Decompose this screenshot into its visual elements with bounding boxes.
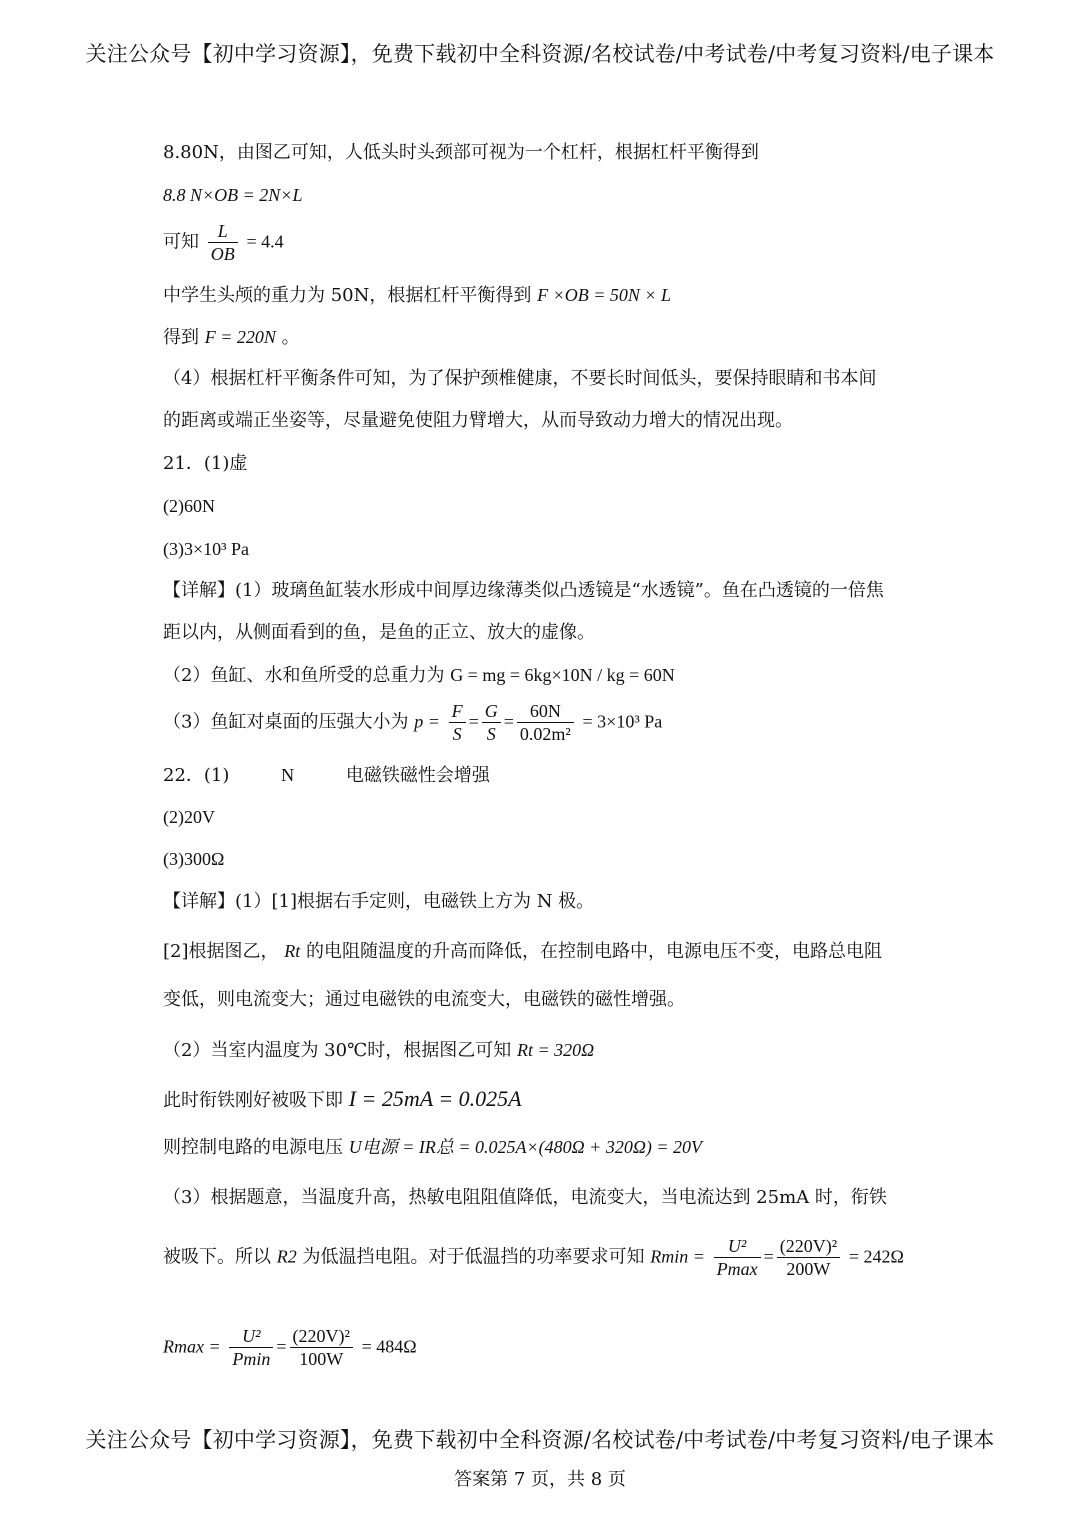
page-number: 答案第 7 页，共 8 页	[454, 1469, 626, 1490]
explanation-line: 变低，则电流变大；通过电磁铁的电流变大，电磁铁的磁性增强。	[163, 989, 685, 1010]
equation-value: = 3×10³ Pa	[582, 711, 663, 732]
fraction	[449, 700, 466, 745]
fraction-denominator: S	[486, 724, 496, 744]
equation: F ×OB = 50N × L	[537, 285, 672, 305]
text-line: （4）根据杠杆平衡条件可知，为了保护颈椎健康，不要长时间低头，要保持眼睛和书本间	[163, 368, 877, 389]
fraction-denominator: S	[452, 724, 462, 744]
equation: G = mg = 6kg×10N / kg = 60N	[450, 665, 675, 685]
fraction	[777, 1235, 840, 1280]
symbol: Rt	[284, 941, 301, 961]
answer-line: (2)60N	[163, 496, 215, 516]
fraction-numerator: (220V)²	[290, 1325, 353, 1348]
fraction-denominator: 200W	[786, 1259, 831, 1279]
equation: F = 220N	[204, 327, 276, 347]
fraction-numerator: U²	[714, 1235, 761, 1258]
explanation-line: 【详解】(1）玻璃鱼缸装水形成中间厚边缘薄类似凸透镜是“水透镜”。鱼在凸透镜的一倍焦	[163, 580, 884, 601]
answer-line: (2)20V	[163, 807, 215, 827]
text-line: 的距离或端正坐姿等，尽量避免使阻力臂增大，从而导致动力增大的情况出现。	[163, 410, 793, 431]
fraction-denominator: 0.02m²	[519, 724, 571, 744]
text-line	[163, 220, 284, 265]
text-segment: 可知	[163, 231, 199, 253]
equation: U电源 = IR总 = 0.025A×(480Ω + 320Ω) = 20V	[348, 1137, 702, 1157]
text-segment: 中学生头颅的重力为 50N，根据杠杆平衡得到	[163, 285, 532, 306]
text-segment: [2]根据图乙，	[163, 941, 279, 962]
equation-value: = 484Ω	[361, 1336, 417, 1357]
fraction	[229, 1325, 273, 1370]
fraction-numerator: 60N	[517, 700, 574, 723]
fraction-denominator: OB	[210, 244, 235, 264]
fraction-denominator: Pmin	[232, 1349, 271, 1369]
fraction	[482, 700, 501, 745]
fraction	[290, 1325, 353, 1370]
text-segment: 。	[281, 327, 300, 348]
text-segment: （3）鱼缸对桌面的压强大小为	[163, 711, 409, 733]
text-segment: 电磁铁磁性会增强	[345, 765, 490, 786]
explanation-line	[163, 1134, 702, 1161]
answer-line: (3)300Ω	[163, 849, 225, 869]
text-segment: 被吸下。所以	[163, 1246, 271, 1268]
fraction	[517, 700, 574, 745]
equation-lhs: Rmax =	[163, 1336, 221, 1357]
text-segment: N	[281, 765, 295, 785]
text-segment: 22．(1)	[163, 765, 230, 786]
text-segment: 得到	[163, 327, 199, 348]
explanation-line: 被吸下。所以 R2 为低温挡电阻。对于低温挡的功率要求可知 Rmin = $\frac{\text{U²}}{Pmax}$ = $\frac{\text{(220V)²}}{200W}$ = 242Ω	[163, 1236, 904, 1279]
text-line: 8.80N，由图乙可知，人低头时头颈部可视为一个杠杆，根据杠杆平衡得到	[163, 142, 759, 163]
fraction	[208, 220, 238, 265]
equation-lhs: p =	[414, 711, 440, 732]
explanation-line	[163, 1037, 594, 1064]
text-segment: 为低温挡电阻。对于低温挡的功率要求可知	[302, 1246, 645, 1268]
text-line	[163, 324, 300, 351]
explanation-line: （3）根据题意，当温度升高，热敏电阻阻值降低，电流变大，当电流达到 25mA 时，衔铁	[163, 1187, 887, 1208]
fraction-numerator: F	[449, 700, 466, 723]
fraction-numerator: (220V)²	[777, 1235, 840, 1258]
text-segment: 此时衔铁刚好被吸下即	[163, 1090, 343, 1111]
equation-lhs: Rmin =	[650, 1246, 705, 1267]
fraction-numerator: L	[208, 220, 238, 243]
fraction-numerator: G	[482, 700, 501, 723]
equation-value: = 242Ω	[848, 1246, 904, 1267]
answer-line: 21．(1)虚	[163, 453, 248, 474]
header-banner: 关注公众号【初中学习资源】，免费下载初中全科资源/名校试卷/中考试卷/中考复习资料/电子课本	[85, 42, 995, 66]
explanation-line: （3）鱼缸对桌面的压强大小为 p = $\frac{F}{S}$ = $\frac{G}{S}$ = $\frac{60N}{\text{0.02m²}}$ = 3×10³ Pa	[163, 701, 663, 744]
text-segment: 的电阻随温度的升高而降低，在控制电路中，电源电压不变，电路总电阻	[305, 941, 882, 962]
footer-banner: 关注公众号【初中学习资源】，免费下载初中全科资源/名校试卷/中考试卷/中考复习资料/电子课本	[85, 1428, 995, 1452]
fraction-denominator: Pmax	[716, 1259, 758, 1279]
explanation-line	[163, 938, 882, 965]
explanation-line: 【详解】(1）[1]根据右手定则，电磁铁上方为 N 极。	[163, 891, 595, 912]
equation: I = 25mA = 0.025A	[348, 1086, 522, 1111]
fraction-numerator: U²	[229, 1325, 273, 1348]
text-segment: 则控制电路的电源电压	[163, 1137, 343, 1158]
equation: Rt = 320Ω	[516, 1040, 595, 1060]
fraction-denominator: 100W	[299, 1349, 344, 1369]
fraction	[714, 1235, 761, 1280]
equation: 8.8 N×OB = 2N×L	[163, 185, 303, 205]
answer-line: (3)3×10³ Pa	[163, 539, 250, 559]
explanation-line	[163, 1086, 522, 1114]
text-line	[163, 282, 671, 309]
explanation-line: 距以内，从侧面看到的鱼，是鱼的正立、放大的虚像。	[163, 622, 595, 643]
explanation-line: Rmax = $\frac{\text{U²}}{Pmin}$ = $\frac{\text{(220V)²}}{100W}$ = 484Ω	[163, 1326, 417, 1369]
symbol: R2	[276, 1246, 297, 1267]
equation-value: = 4.4	[246, 231, 284, 252]
answer-line	[163, 762, 490, 789]
text-segment: （2）当室内温度为 30℃时，根据图乙可知	[163, 1040, 512, 1061]
text-segment: （2）鱼缸、水和鱼所受的总重力为	[163, 665, 445, 686]
explanation-line	[163, 662, 675, 689]
